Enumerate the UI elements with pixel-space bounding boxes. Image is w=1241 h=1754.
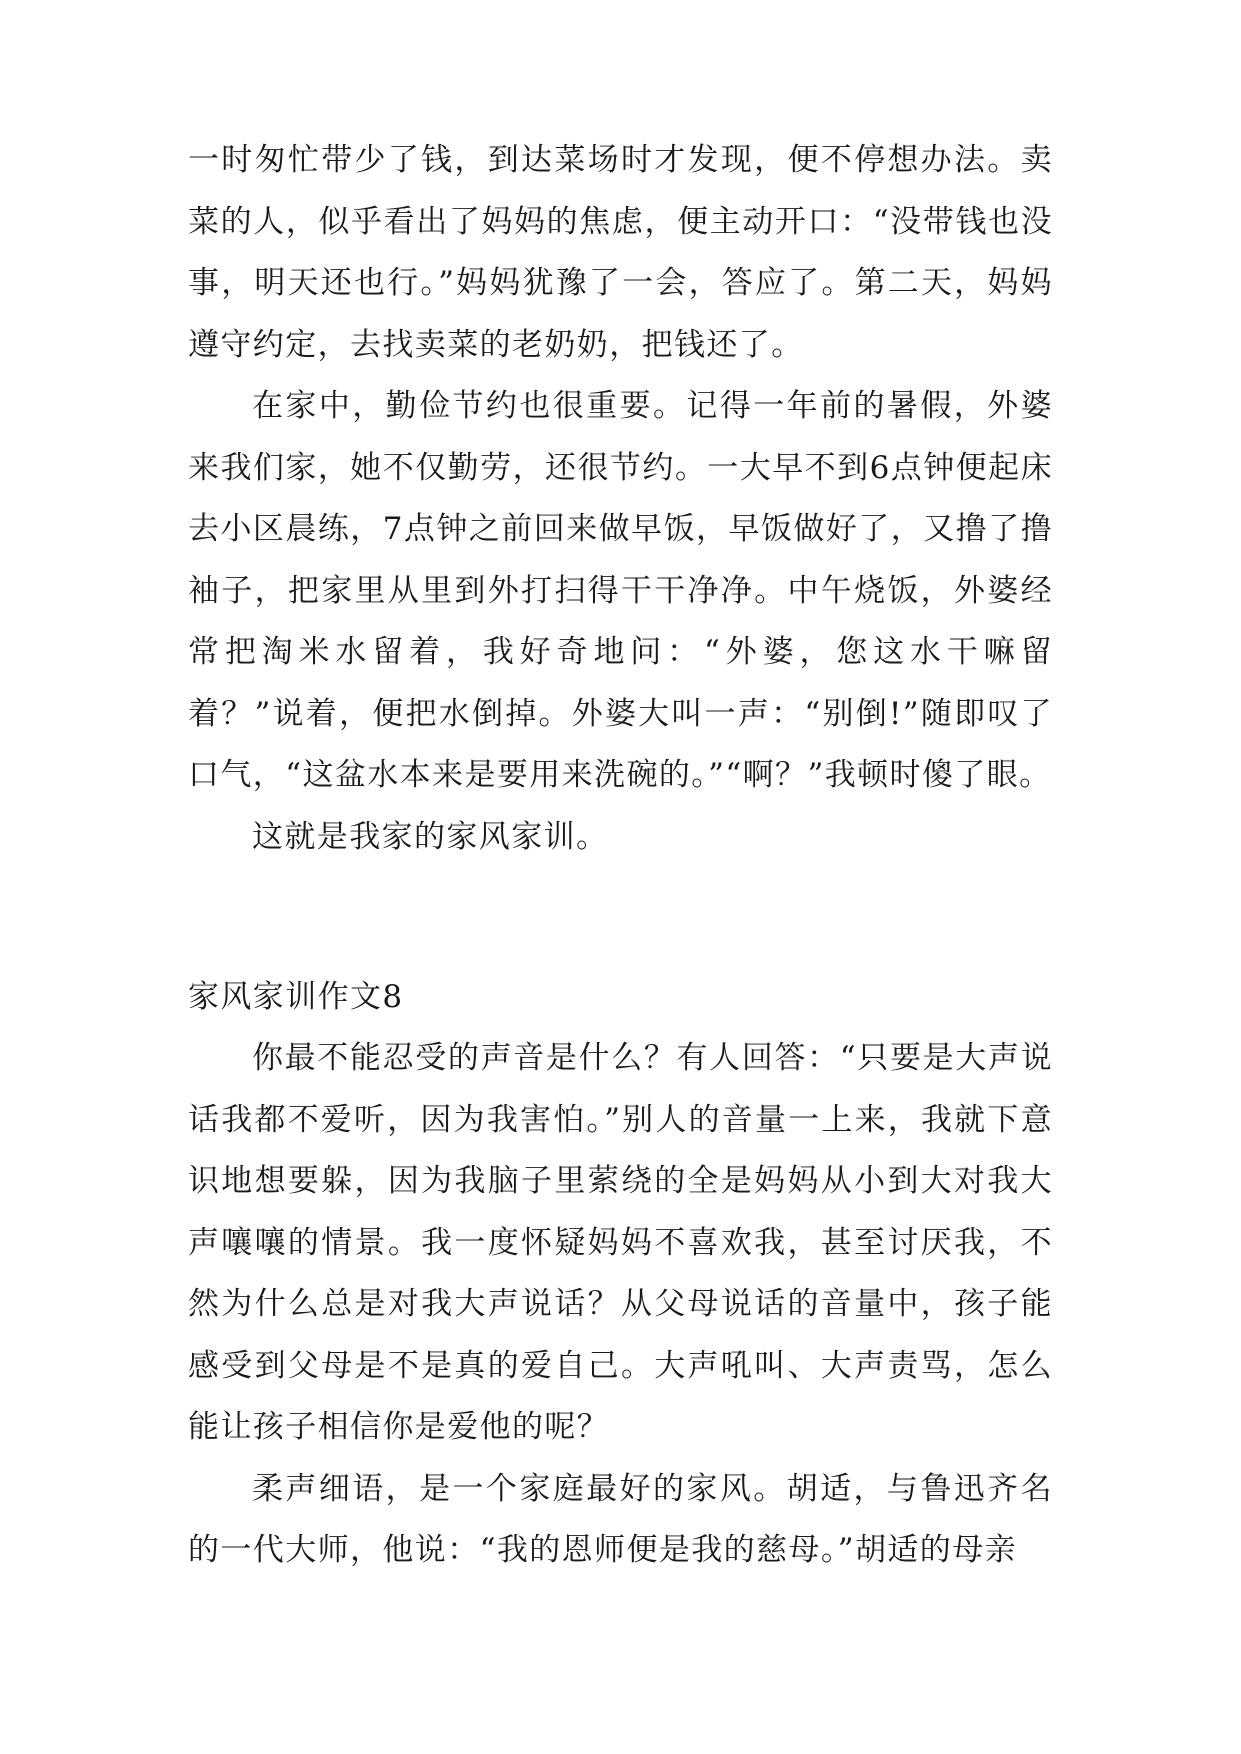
essay-title: 家风家训作文8 xyxy=(188,979,404,1015)
continuation-paragraph: 一时匆忙带少了钱，到达菜场时才发现，便不停想办法。卖菜的人，似乎看出了妈妈的焦虑，便主动开口：“没带钱也没事，明天还也行。”妈妈犹豫了一会，答应了。第二天，妈妈遵守约定，去找卖菜的老奶奶，把钱还了。 xyxy=(188,142,1053,363)
gentle-voice-paragraph: 柔声细语，是一个家庭最好的家风。胡适，与鲁迅齐名的一代大师，他说：“我的恩师便是我的慈母。”胡适的母亲 xyxy=(188,1470,1053,1568)
section-previous-essay xyxy=(188,130,1053,868)
conclusion-paragraph: 这就是我家的家风家训。 xyxy=(252,818,609,855)
section-essay-8 xyxy=(188,1028,1053,1582)
voice-paragraph: 你最不能忍受的声音是什么？有人回答：“只要是大声说话我都不爱听，因为我害怕。”别人的音量一上来，我就下意识地想要躲，因为我脑子里萦绕的全是妈妈从小到大对我大声嚷嚷的情景。我一度怀疑妈妈不喜欢我，甚至讨厌我，不然为什么总是对我大声说话？从父母说话的音量中，孩子能感受到父母是不是真的爱自己。大声吼叫、大声责骂，怎么能让孩子相信你是爱他的呢？ xyxy=(188,1040,1053,1445)
thrift-paragraph: 在家中，勤俭节约也很重要。记得一年前的暑假，外婆来我们家，她不仅勤劳，还很节约。一大早不到6点钟便起床去小区晨练，7点钟之前回来做早饭，早饭做好了，又撸了撸袖子，把家里从里到外打扫得干干净净。中午烧饭，外婆经常把淘米水留着，我好奇地问：“外婆，您这水干嘛留着？”说着，便把水倒掉。外婆大叫一声：“别倒!”随即叹了口气，“这盆水本来是要用来洗碗的。”“啊？”我顿时傻了眼。 xyxy=(188,388,1053,793)
